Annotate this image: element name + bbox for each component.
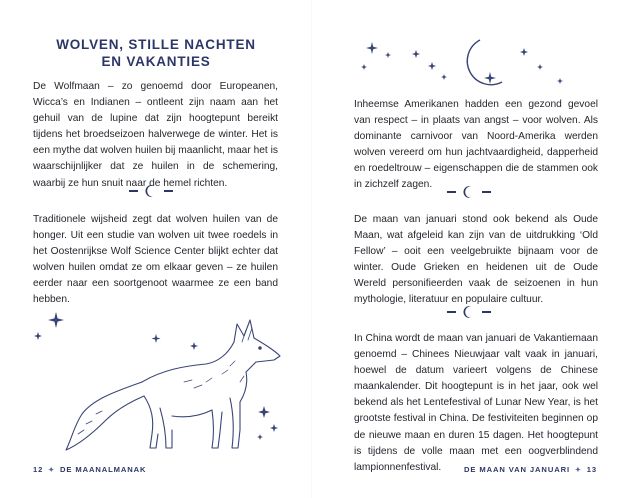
page-number: 13 xyxy=(586,465,597,474)
chapter-title-line-1: WOLVEN, STILLE NACHTEN xyxy=(56,37,256,52)
paragraph-holiday-moon: In China wordt de maan van januari de Vakantiemaan genoemd – Chinees Nieuwjaar valt vaak in januari, hoewel de datum varieert volgens de Chinese maankalender. Dit hoogtepunt is in het jaar, ook wel bekend als het Lentefestival of Lunar New Year, is het grootste festival in China. De festiviteiten beginnen op de nieuwe maan en duren 15 dagen. Het hoogtepunt is tijdens de volle maan met een oogverblindend lampionnenfestival. xyxy=(354,333,598,473)
footer-separator: ✦ xyxy=(574,466,582,474)
four-point-star-icon xyxy=(258,406,270,418)
moon-divider xyxy=(447,185,491,199)
running-head: DE MAANALMANAK xyxy=(60,465,147,474)
paragraph-old-moon: De maan van januari stond ook bekend als Oude Maan, wat afgeleid kan zijn van de uitdrukking ‘Old Fellow’ – ooit een veelgebruikte bijnaam voor de winter. Oude Grieken en heidenen uit de Oude Wereld personifieerden vaak de seizoenen in hun mythologie, literatuur en populaire cultuur. xyxy=(354,214,598,306)
four-point-star-icon xyxy=(412,50,420,58)
chapter-title-line-2: EN VAKANTIES xyxy=(101,54,211,69)
crescent-moon-icon xyxy=(144,184,158,198)
four-point-star-icon xyxy=(557,78,563,84)
moon-stars-illustration xyxy=(360,38,570,90)
divider-dash xyxy=(447,191,456,192)
right-page-footer xyxy=(464,465,597,474)
four-point-star-icon xyxy=(257,434,263,440)
four-point-star-icon xyxy=(484,72,496,84)
four-point-star-icon xyxy=(428,62,436,70)
four-point-star-icon xyxy=(385,52,391,58)
crescent-moon-icon xyxy=(462,305,476,319)
wolf-illustration xyxy=(34,312,282,454)
left-page-footer xyxy=(33,465,146,474)
paragraph-howling: Traditionele wijsheid zegt dat wolven huilen van de honger. Uit een studie van wolven uit twee roedels in het Oostenrijkse Wolf Science Center blijkt echter dat wolven huilen omdat ze om elkaar geven – ze huilen eerder naar een soortgenoot waarmee ze een band hebben. xyxy=(33,214,278,306)
paragraph-wolf-moon: De Wolfmaan – zo genoemd door Europeanen, Wicca’s en Indianen – ontleent zijn naam aan het gehuil van de lupine dat zijn hoogtepunt bereikt tijdens het broedseizoen halverwege de winter. Het is een mythe dat wolven huilen bij maanlicht, maar het is waarschijnlijker dat ze huilen in de schemering, waarbij ze hun snuit naar de hemel richten. xyxy=(33,81,278,189)
chapter-title xyxy=(32,36,280,70)
four-point-star-icon xyxy=(366,42,378,54)
left-page xyxy=(0,0,311,498)
footer-separator: ✦ xyxy=(48,466,56,474)
running-head: DE MAAN VAN JANUARI xyxy=(464,465,570,474)
page-number: 12 xyxy=(33,465,44,474)
moon-divider xyxy=(447,305,491,319)
four-point-star-icon xyxy=(441,74,447,80)
divider-dash xyxy=(129,190,138,191)
four-point-star-icon xyxy=(190,342,198,350)
four-point-star-icon xyxy=(270,424,278,432)
four-point-star-icon xyxy=(34,332,42,340)
paragraph-native-americans: Inheemse Amerikanen hadden een gezond gevoel van respect – in plaats van angst – voor wolven. Als dominante carnivoor van Noord-Amerika werden wolven vereerd om hun jachtvaardigheid, dapperheid en roedeltrouw – eigenschappen die de stammen ook in zichzelf zagen. xyxy=(354,99,598,191)
divider-dash xyxy=(164,190,173,191)
four-point-star-icon xyxy=(361,64,367,70)
divider-dash xyxy=(482,311,491,312)
four-point-star-icon xyxy=(537,64,543,70)
four-point-star-icon xyxy=(152,334,161,343)
divider-dash xyxy=(447,311,456,312)
right-page xyxy=(312,0,623,498)
moon-divider xyxy=(129,184,173,198)
four-point-star-icon xyxy=(520,48,528,56)
four-point-star-icon xyxy=(48,312,64,328)
crescent-moon-icon xyxy=(462,185,476,199)
divider-dash xyxy=(482,191,491,192)
